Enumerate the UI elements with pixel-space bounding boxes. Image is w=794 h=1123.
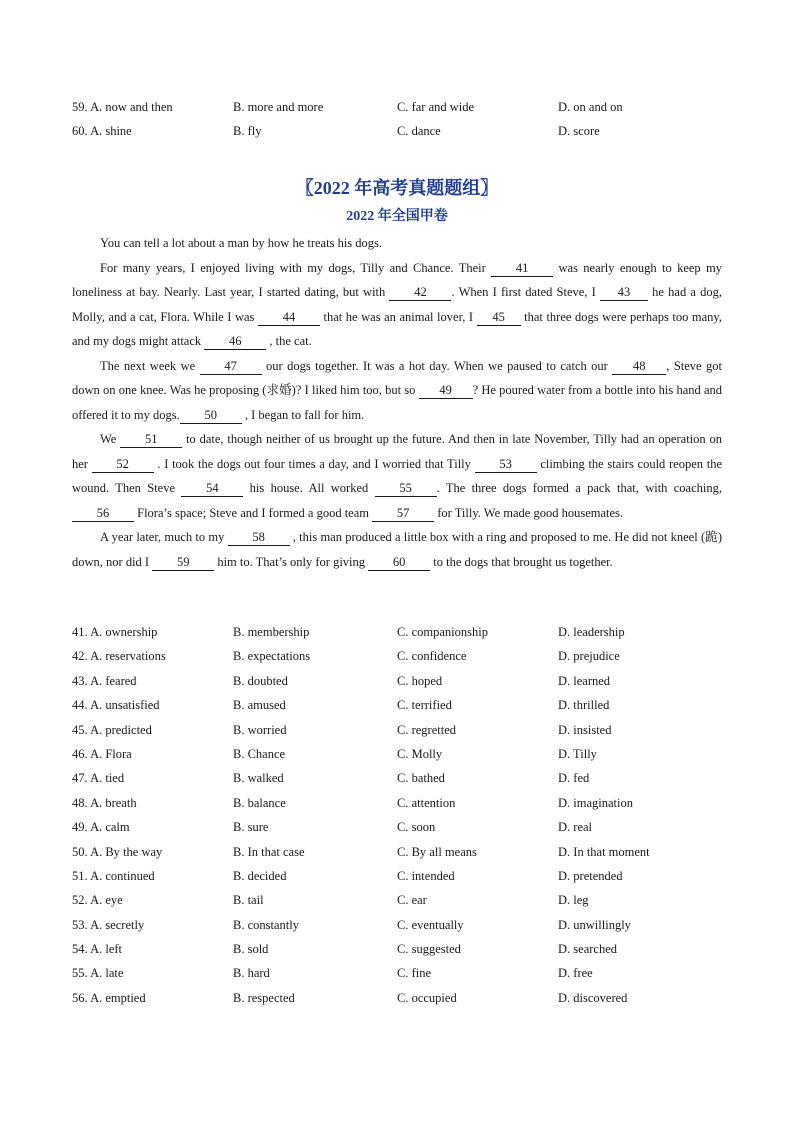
question-number: 41. [72,625,88,639]
option-a-text: A. unsatisfied [90,698,160,713]
option-b: B. constantly [233,917,299,932]
blank-49: 49 [419,383,473,399]
text: for Tilly. We made good housemates. [434,505,624,520]
option-b: B. decided [233,868,287,883]
option-a-text: A. shine [90,124,132,138]
blank-58: 58 [228,530,290,546]
option-c: C. terrified [397,698,452,713]
question-60-option-b: B. fly [233,124,262,138]
blank-60: 60 [368,555,430,571]
text: We [100,432,121,446]
option-a [72,693,160,717]
option-a [72,888,123,912]
option-d: D. real [558,820,593,835]
question-number: 44. [72,698,88,713]
text: For many years, I enjoyed living with my dogs, Tilly and Chance. Their [100,260,492,275]
option-b: B. membership [233,625,310,639]
option-a [72,669,137,693]
option-a-text: A. left [90,942,122,957]
option-a-text: A. now and then [90,100,173,114]
question-list [0,620,794,1010]
option-a-text: A. emptied [90,990,146,1005]
text: that he was an animal lover, I [319,309,477,324]
question-row [0,840,794,864]
question-row [0,864,794,888]
blank-50: 50 [180,408,242,424]
text: . When I first dated Steve, I [451,285,600,299]
option-b: B. sold [233,942,269,957]
option-a-text: A. By the way [90,844,163,859]
blank-41: 41 [491,261,553,277]
option-a-text: A. predicted [90,722,152,737]
question-number: 50. [72,844,88,859]
section-title: 〖2022 年高考真题题组〗 [295,178,499,198]
paragraph-1 [72,231,722,256]
option-a [72,864,155,888]
option-c: C. eventually [397,917,464,932]
option-d: D. prejudice [558,649,620,664]
question-row [0,718,794,742]
option-a [72,937,122,961]
blank-43: 43 [600,285,648,301]
question-row-59 [0,97,794,117]
question-row [0,669,794,693]
question-row [0,961,794,985]
option-a [72,986,146,1010]
option-d: D. imagination [558,795,633,810]
question-row [0,644,794,668]
text: his house. All worked [243,481,375,495]
option-b: B. tail [233,893,264,908]
question-number: 51. [72,868,88,883]
option-c: C. bathed [397,771,445,786]
text: The next week we [100,358,200,373]
option-a [72,766,124,790]
question-number: 47. [72,771,88,786]
question-row-60 [0,121,794,141]
option-c: C. intended [397,868,455,883]
option-d: D. insisted [558,722,612,737]
question-60-option-d: D. score [558,124,600,138]
text: climbing the stairs could reopen the wound. Then Steve [72,456,722,495]
option-d: D. learned [558,673,611,688]
option-d: D. In that moment [558,844,650,859]
text: , Steve got down on one knee. Was he proposing (求婚)? I liked him too, but so [72,358,722,397]
option-a [72,913,144,937]
question-row [0,791,794,815]
option-d: D. free [558,966,593,981]
question-number: 59. [72,100,88,114]
blank-56: 56 [72,506,134,522]
text: that three dogs were perhaps too many, and my dogs might attack [72,309,722,348]
question-row [0,986,794,1010]
text: Flora’s space; Steve and I formed a good team [134,505,373,520]
question-row [0,620,794,644]
option-b: B. amused [233,698,286,713]
option-b: B. expectations [233,649,311,664]
text: ? He poured water from a bottle into his hand and offered it to my dogs. [72,383,722,422]
question-number: 46. [72,746,88,761]
blank-45: 45 [477,310,521,326]
text: , I began to fall for him. [241,407,365,422]
question-number: 54. [72,942,88,957]
option-a-text: A. eye [90,893,123,908]
option-d: D. pretended [558,868,623,883]
option-c: C. soon [397,820,436,835]
option-a-text: A. ownership [90,625,158,639]
option-a [72,840,162,864]
question-60-option-c: C. dance [397,124,441,138]
option-a-text: A. late [90,966,124,981]
option-a-text: A. reservations [90,649,166,664]
option-c: C. hoped [397,673,443,688]
blank-54: 54 [181,481,243,497]
question-59-option-c: C. far and wide [397,100,475,114]
blank-57: 57 [372,506,434,522]
paragraph-2 [72,256,722,354]
blank-51: 51 [120,432,182,448]
option-a-text: A. calm [90,820,130,835]
question-row [0,913,794,937]
option-a [72,815,130,839]
option-c: C. fine [397,966,432,981]
option-d: D. unwillingly [558,917,631,932]
question-number: 53. [72,917,88,932]
text: him to. That’s only for giving [214,554,369,569]
option-b: B. hard [233,966,270,981]
blank-48: 48 [612,359,666,375]
paragraph-3 [72,354,722,428]
question-number: 45. [72,722,88,737]
text: . The three dogs formed a pack that, with coaching, [436,481,722,495]
question-row [0,888,794,912]
option-b: B. sure [233,820,269,835]
text: was nearly enough to keep my loneliness at bay. Nearly. Last year, I started dating, but with [72,260,722,299]
option-b: B. doubted [233,673,288,688]
option-b: B. In that case [233,844,305,859]
option-d: D. discovered [558,990,628,1005]
text: our dogs together. It was a hot day. When we paused to catch our [261,358,613,373]
option-c: C. suggested [397,942,461,957]
option-a [72,791,137,815]
text: . I took the dogs out four times a day, and I worried that Tilly [153,456,475,471]
question-number: 48. [72,795,88,810]
option-a-text: A. feared [90,673,137,688]
option-a-text: A. continued [90,868,155,883]
text: , this man produced a little box with a ring and proposed to me. He did not kneel (跪) down, nor did I [72,530,722,569]
question-row [0,742,794,766]
blank-42: 42 [389,285,451,301]
option-b: B. worried [233,722,287,737]
option-d: D. fed [558,771,590,786]
question-number: 49. [72,820,88,835]
option-c: C. occupied [397,990,457,1005]
option-c: C. By all means [397,844,477,859]
text: , the cat. [266,334,312,348]
question-60-option-a [72,121,132,141]
blank-46: 46 [204,334,266,350]
option-a-text: A. breath [90,795,137,810]
option-a [72,644,166,668]
question-number: 43. [72,673,88,688]
question-number: 60. [72,124,88,138]
option-a-text: A. Flora [90,746,132,761]
option-c: C. regretted [397,722,457,737]
option-a-text: A. tied [90,771,125,786]
cloze-passage [72,231,722,574]
question-number: 55. [72,966,88,981]
option-d: D. thrilled [558,698,610,713]
option-d: D. searched [558,942,617,957]
option-c: C. ear [397,893,427,908]
question-59-option-d: D. on and on [558,100,623,114]
option-d: D. leadership [558,625,625,639]
blank-47: 47 [200,359,262,375]
blank-53: 53 [475,457,537,473]
paragraph-4 [72,427,722,525]
blank-44: 44 [258,310,320,326]
question-row [0,693,794,717]
option-a [72,620,157,644]
option-b: B. Chance [233,746,286,761]
option-a-text: A. secretly [90,917,145,932]
question-59-option-b: B. more and more [233,100,324,114]
option-d: D. Tilly [558,746,597,761]
text: he had a dog, Molly, and a cat, Flora. While I was [72,285,723,324]
question-row [0,815,794,839]
text: A year later, much to my [100,530,228,544]
question-number: 42. [72,649,88,664]
blank-59: 59 [152,555,214,571]
text: to date, though neither of us brought up the future. And then in late November, Tilly had an operation on her [72,432,722,471]
question-number: 56. [72,990,88,1005]
option-c: C. companionship [397,625,488,639]
option-b: B. respected [233,990,295,1005]
blank-52: 52 [92,457,154,473]
paragraph-5 [72,525,722,574]
option-c: C. Molly [397,746,443,761]
option-d: D. leg [558,893,589,908]
question-number: 52. [72,893,88,908]
blank-55: 55 [375,481,437,497]
option-a [72,742,132,766]
option-a [72,718,152,742]
option-b: B. balance [233,795,286,810]
question-row [0,766,794,790]
subsection-title: 2022 年全国甲卷 [346,209,448,224]
text: You can tell a lot about a man by how he treats his dogs. [100,236,383,250]
option-c: C. confidence [397,649,467,664]
question-59-option-a [72,97,173,117]
option-b: B. walked [233,771,284,786]
text: to the dogs that brought us together. [430,554,613,569]
option-c: C. attention [397,795,456,810]
option-a [72,961,123,985]
question-row [0,937,794,961]
